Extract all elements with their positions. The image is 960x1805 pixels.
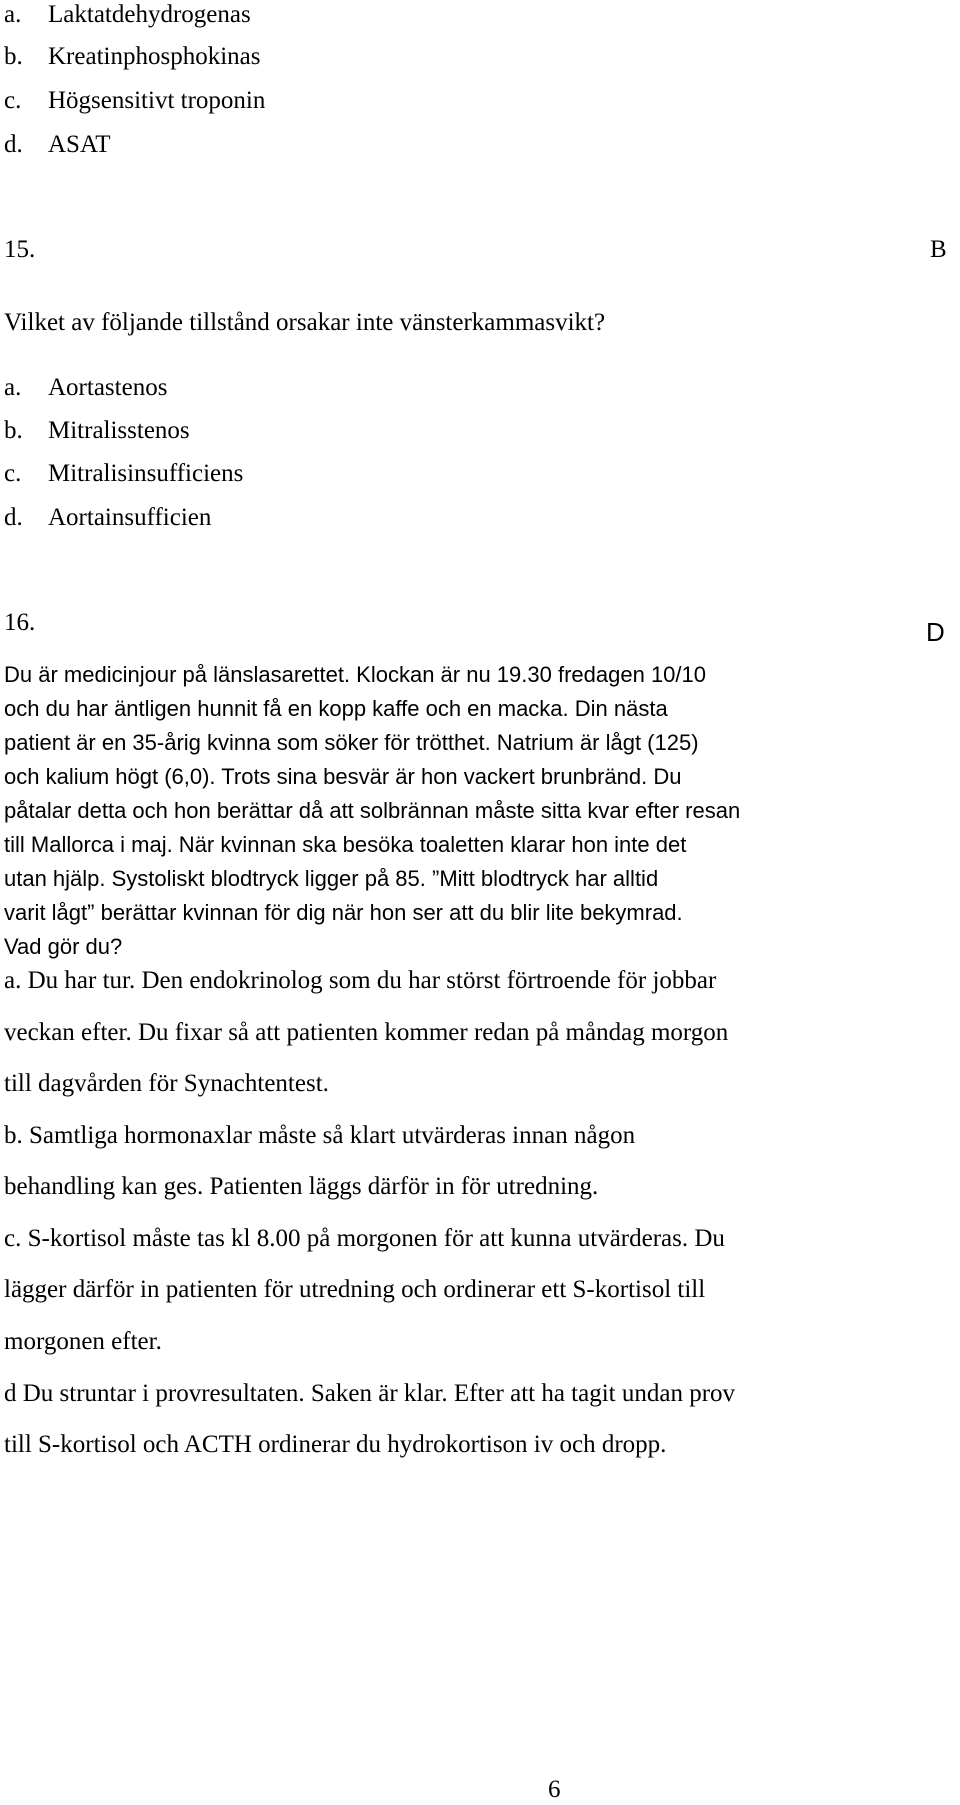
q16-option-line: till dagvården för Synachtentest. bbox=[4, 1070, 329, 1097]
q16-case-line: och kalium högt (6,0). Trots sina besvär är hon vackert brunbränd. Du bbox=[4, 764, 682, 789]
q15-option-b-text: Mitralisstenos bbox=[48, 417, 190, 444]
q15-option-c-marker: c. bbox=[4, 460, 22, 487]
q14-option-c-text: Högsensitivt troponin bbox=[48, 87, 266, 114]
q16-case-line: påtalar detta och hon berättar då att solbrännan måste sitta kvar efter resan bbox=[4, 798, 741, 823]
q15-answer-key: B bbox=[930, 236, 947, 263]
q15-option-b-marker: b. bbox=[4, 417, 23, 444]
q14-option-d-marker: d. bbox=[4, 131, 23, 158]
q15-option-a-text: Aortastenos bbox=[48, 374, 168, 401]
q16-option-line: b. Samtliga hormonaxlar måste så klart utvärderas innan någon bbox=[4, 1122, 636, 1149]
q14-option-b-text: Kreatinphosphokinas bbox=[48, 43, 261, 70]
q16-option-line: c. S-kortisol måste tas kl 8.00 på morgonen för att kunna utvärderas. Du bbox=[4, 1225, 725, 1252]
page-number: 6 bbox=[548, 1776, 561, 1803]
q16-option-line: behandling kan ges. Patienten läggs därför in för utredning. bbox=[4, 1173, 599, 1200]
q14-option-a-text: Laktatdehydrogenas bbox=[48, 1, 251, 28]
q16-case-line: utan hjälp. Systoliskt blodtryck ligger på 85. ”Mitt blodtryck har alltid bbox=[4, 866, 659, 891]
q15-option-a-marker: a. bbox=[4, 374, 22, 401]
q15-number: 15. bbox=[4, 236, 36, 263]
q16-case-line: och du har äntligen hunnit få en kopp kaffe och en macka. Din nästa bbox=[4, 696, 668, 721]
q15-option-d-text: Aortainsufficien bbox=[48, 504, 212, 531]
q15-option-d-marker: d. bbox=[4, 504, 23, 531]
q16-case-line: Du är medicinjour på länslasarettet. Klockan är nu 19.30 fredagen 10/10 bbox=[4, 662, 706, 687]
q14-option-c-marker: c. bbox=[4, 87, 22, 114]
q16-number: 16. bbox=[4, 609, 36, 636]
q16-option-line: lägger därför in patienten för utredning och ordinerar ett S-kortisol till bbox=[4, 1276, 706, 1303]
q16-case-line: patient är en 35-årig kvinna som söker för trötthet. Natrium är lågt (125) bbox=[4, 730, 699, 755]
q15-option-c-text: Mitralisinsufficiens bbox=[48, 460, 244, 487]
q16-case-line: till Mallorca i maj. När kvinnan ska besöka toaletten klarar hon inte det bbox=[4, 832, 687, 857]
q16-case-line: varit lågt” berättar kvinnan för dig när hon ser att du blir lite bekymrad. bbox=[4, 900, 683, 925]
q15-question-text: Vilket av följande tillstånd orsakar inte vänsterkammasvikt? bbox=[4, 309, 606, 336]
q14-option-b-marker: b. bbox=[4, 43, 23, 70]
q16-option-line: till S-kortisol och ACTH ordinerar du hydrokortison iv och dropp. bbox=[4, 1431, 667, 1458]
q14-option-d-text: ASAT bbox=[48, 131, 111, 158]
q16-answer-key: D bbox=[926, 617, 945, 647]
q16-case-line: Vad gör du? bbox=[4, 934, 123, 959]
q16-option-line: veckan efter. Du fixar så att patienten kommer redan på måndag morgon bbox=[4, 1019, 729, 1046]
q16-option-line: morgonen efter. bbox=[4, 1328, 162, 1355]
q16-option-line: a. Du har tur. Den endokrinolog som du har störst förtroende för jobbar bbox=[4, 967, 717, 994]
q14-option-a-marker: a. bbox=[4, 1, 22, 28]
q16-option-line: d Du struntar i provresultaten. Saken är klar. Efter att ha tagit undan prov bbox=[4, 1380, 736, 1407]
